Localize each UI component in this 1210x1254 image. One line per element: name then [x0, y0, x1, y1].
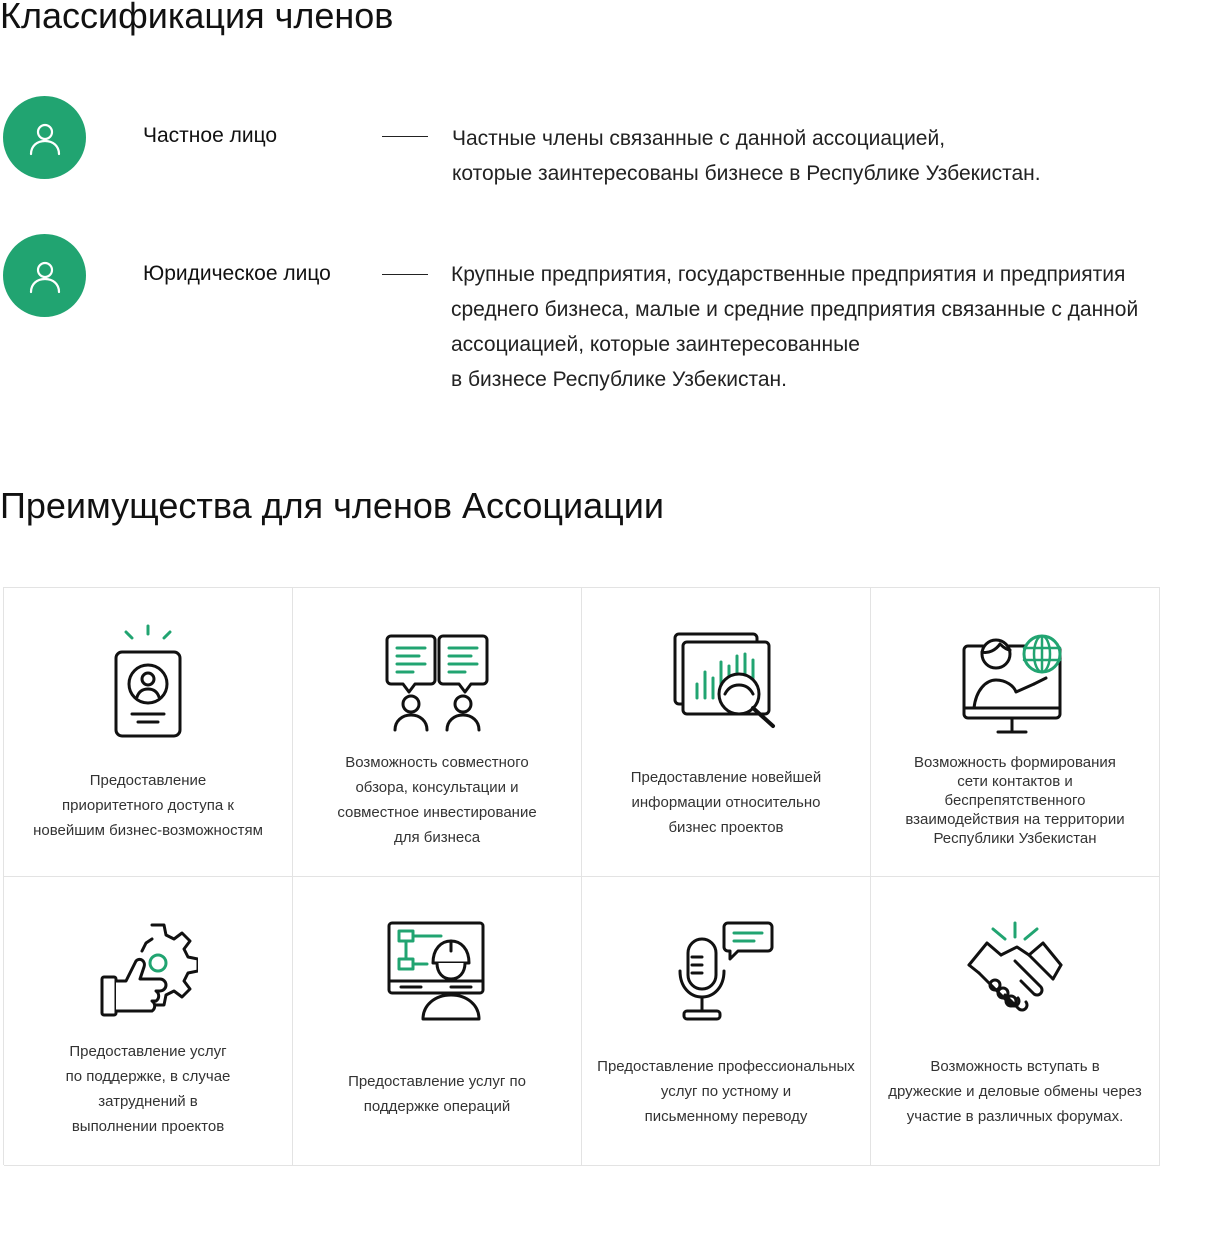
- benefit-text: Возможность вступать в дружеские и деловые обмены через участие в различных форумах.: [888, 1058, 1142, 1125]
- benefit-card: [871, 877, 1160, 1166]
- user-icon: [27, 258, 63, 294]
- benefit-text: Возможность совместного обзора, консультации и совместное инвестирование для бизнеса: [337, 754, 537, 846]
- benefit-text: Предоставление профессиональных услуг по устному и письменному переводу: [597, 1058, 855, 1125]
- discussion-icon: [385, 632, 489, 732]
- analytics-search-icon: [673, 632, 779, 730]
- benefit-card: [4, 877, 293, 1166]
- user-icon: [27, 120, 63, 156]
- id-card-icon: [108, 622, 188, 738]
- member-label: Юридическое лицо: [143, 262, 331, 285]
- benefit-text: Предоставление услуг по поддержке операций: [348, 1073, 526, 1115]
- support-gear-icon: [98, 921, 198, 1021]
- benefit-card: [871, 588, 1160, 877]
- benefit-card: [582, 588, 871, 877]
- benefit-text: Предоставление новейшей информации относительно бизнес проектов: [630, 769, 822, 836]
- benefit-card: [582, 877, 871, 1166]
- benefit-text: Предоставление приоритетного доступа к новейшим бизнес-возможностям: [33, 772, 263, 839]
- member-label: Частное лицо: [143, 124, 278, 147]
- benefit-text: Предоставление услуг по поддержке, в случае затруднений в выполнении проектов: [65, 1043, 231, 1135]
- global-network-icon: [962, 632, 1068, 738]
- benefit-text: Возможность формирования сети контактов и беспрепятственного взаимодействия на территории Республики Узбекистан: [905, 754, 1125, 847]
- engineer-icon: [387, 921, 487, 1021]
- benefit-card: [293, 588, 582, 877]
- benefit-card: [293, 877, 582, 1166]
- classification-title: Классификация членов: [0, 0, 394, 36]
- handshake-icon: [965, 921, 1065, 1017]
- microphone-icon: [676, 921, 776, 1021]
- dash-divider: [382, 274, 428, 275]
- benefit-card: [4, 588, 293, 877]
- benefits-title: Преимущества для членов Ассоциации: [0, 485, 664, 526]
- avatar: [3, 234, 86, 317]
- member-description: Крупные предприятия, государственные предприятия и предприятия среднего бизнеса, малые и средние предприятия связанные с данной ассоциацией, которые заинтересованные в бизнесе Республике Узбекистан.: [451, 263, 1139, 391]
- avatar: [3, 96, 86, 179]
- dash-divider: [382, 136, 428, 137]
- member-description: Частные члены связанные с данной ассоциацией, которые заинтересованы бизнесе в Республике Узбекистан.: [452, 127, 1041, 185]
- benefits-grid: [3, 587, 1160, 1165]
